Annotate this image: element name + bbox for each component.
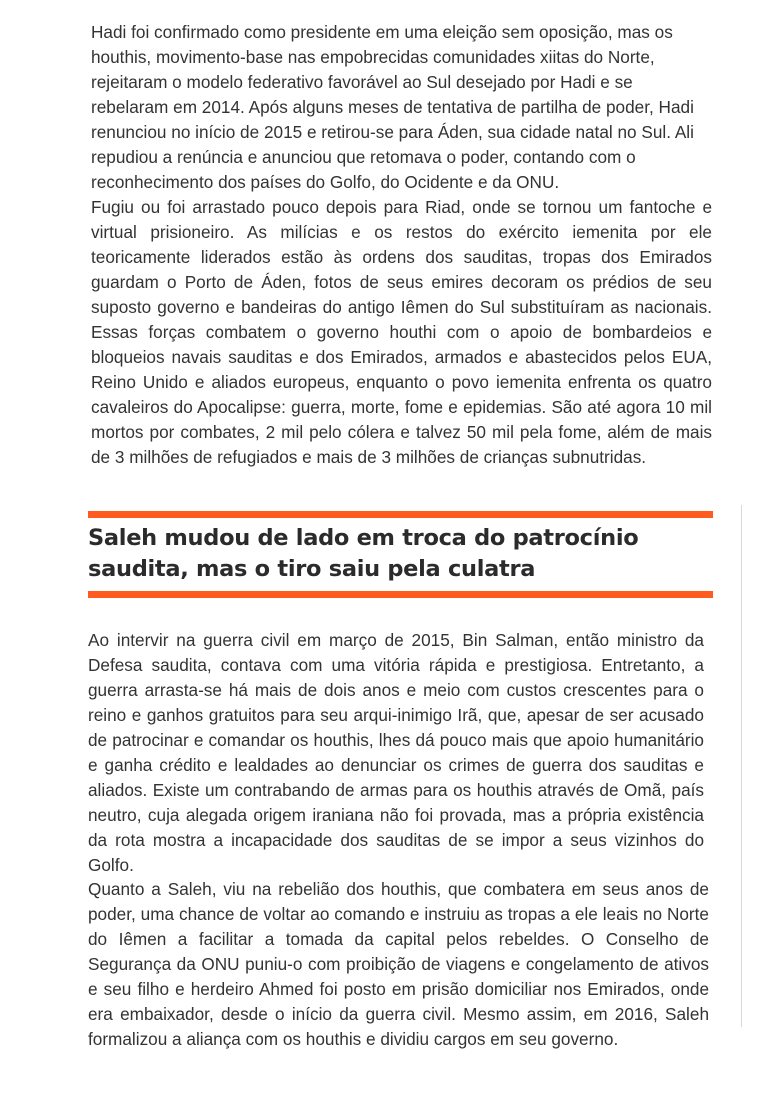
article-paragraph: Hadi foi confirmado como presidente em uma eleição sem oposição, mas os houthis, movimento-base nas empobrecidas comunidades xiitas do Norte, rejeitaram o modelo federativo favorável ao Sul desejado por Hadi e se rebelaram em 2014. Após alguns meses de tentativa de partilha de poder, Hadi renunciou no início de 2015 e retirou-se para Áden, sua cidade natal no Sul. Ali repudiou a renúncia e anunciou que retomava o poder, contando com o reconhecimento dos países do Golfo, do Ocidente e da ONU. [91, 22, 694, 192]
article-paragraph: Quanto a Saleh, viu na rebelião dos houthis, que combatera em seus anos de poder, uma chance de voltar ao comando e instruiu as tropas a ele leais no Norte do Iêmen a facilitar a tomada da capital pelos rebeldes. O Conselho de Segurança da ONU puniu-o com proibição de viagens e congelamento de ativos e seu filho e herdeiro Ahmed foi posto em prisão domiciliar nos Emirados, onde era embaixador, desde o início da guerra civil. Mesmo assim, em 2016, Saleh formalizou a aliança com os houthis e dividiu cargos em seu governo. [88, 879, 709, 1049]
article-paragraph: Ao intervir na guerra civil em março de 2015, Bin Salman, então ministro da Defesa saudita, contava com uma vitória rápida e prestigiosa. Entretanto, a guerra arrasta-se há mais de dois anos e meio com custos crescentes para o reino e ganhos gratuitos para seu arqui-inimigo Irã, que, apesar de ser acusado de patrocinar e comandar os houthis, lhes dá pouco mais que apoio humanitário e ganha crédito e lealdades ao denunciar os crimes de guerra dos sauditas e aliados. Existe um contrabando de armas para os houthis através de Omã, país neutro, cuja alegada origem iraniana não foi provada, mas a própria existência da rota mostra a incapacidade dos sauditas de se impor a seus vizinhos do Golfo. [88, 630, 704, 875]
section-subheading: Saleh mudou de lado em troca do patrocínio saudita, mas o tiro saiu pela culatra [88, 525, 639, 582]
article-paragraph: Fugiu ou foi arrastado pouco depois para Riad, onde se tornou um fantoche e virtual prisioneiro. As milícias e os restos do exército iemenita por ele teoricamente liderados estão às ordens dos sauditas, tropas dos Emirados guardam o Porto de Áden, fotos de seus emires decoram os prédios de seu suposto governo e bandeiras do antigo Iêmen do Sul substituíram as nacionais. Essas forças combatem o governo houthi com o apoio de bombardeios e bloqueios navais sauditas e dos Emirados, armados e abastecidos pelos EUA, Reino Unido e aliados europeus, enquanto o povo iemenita enfrenta os quatro cavaleiros do Apocalipse: guerra, morte, fome e epidemias. São até agora 10 mil mortos por combates, 2 mil pelo cólera e talvez 50 mil pela fome, além de mais de 3 milhões de refugiados e mais de 3 milhões de crianças subnutridas. [91, 197, 712, 467]
section-divider-bottom [88, 591, 713, 598]
section-divider-top [88, 511, 713, 518]
side-column-edge [741, 505, 742, 1027]
